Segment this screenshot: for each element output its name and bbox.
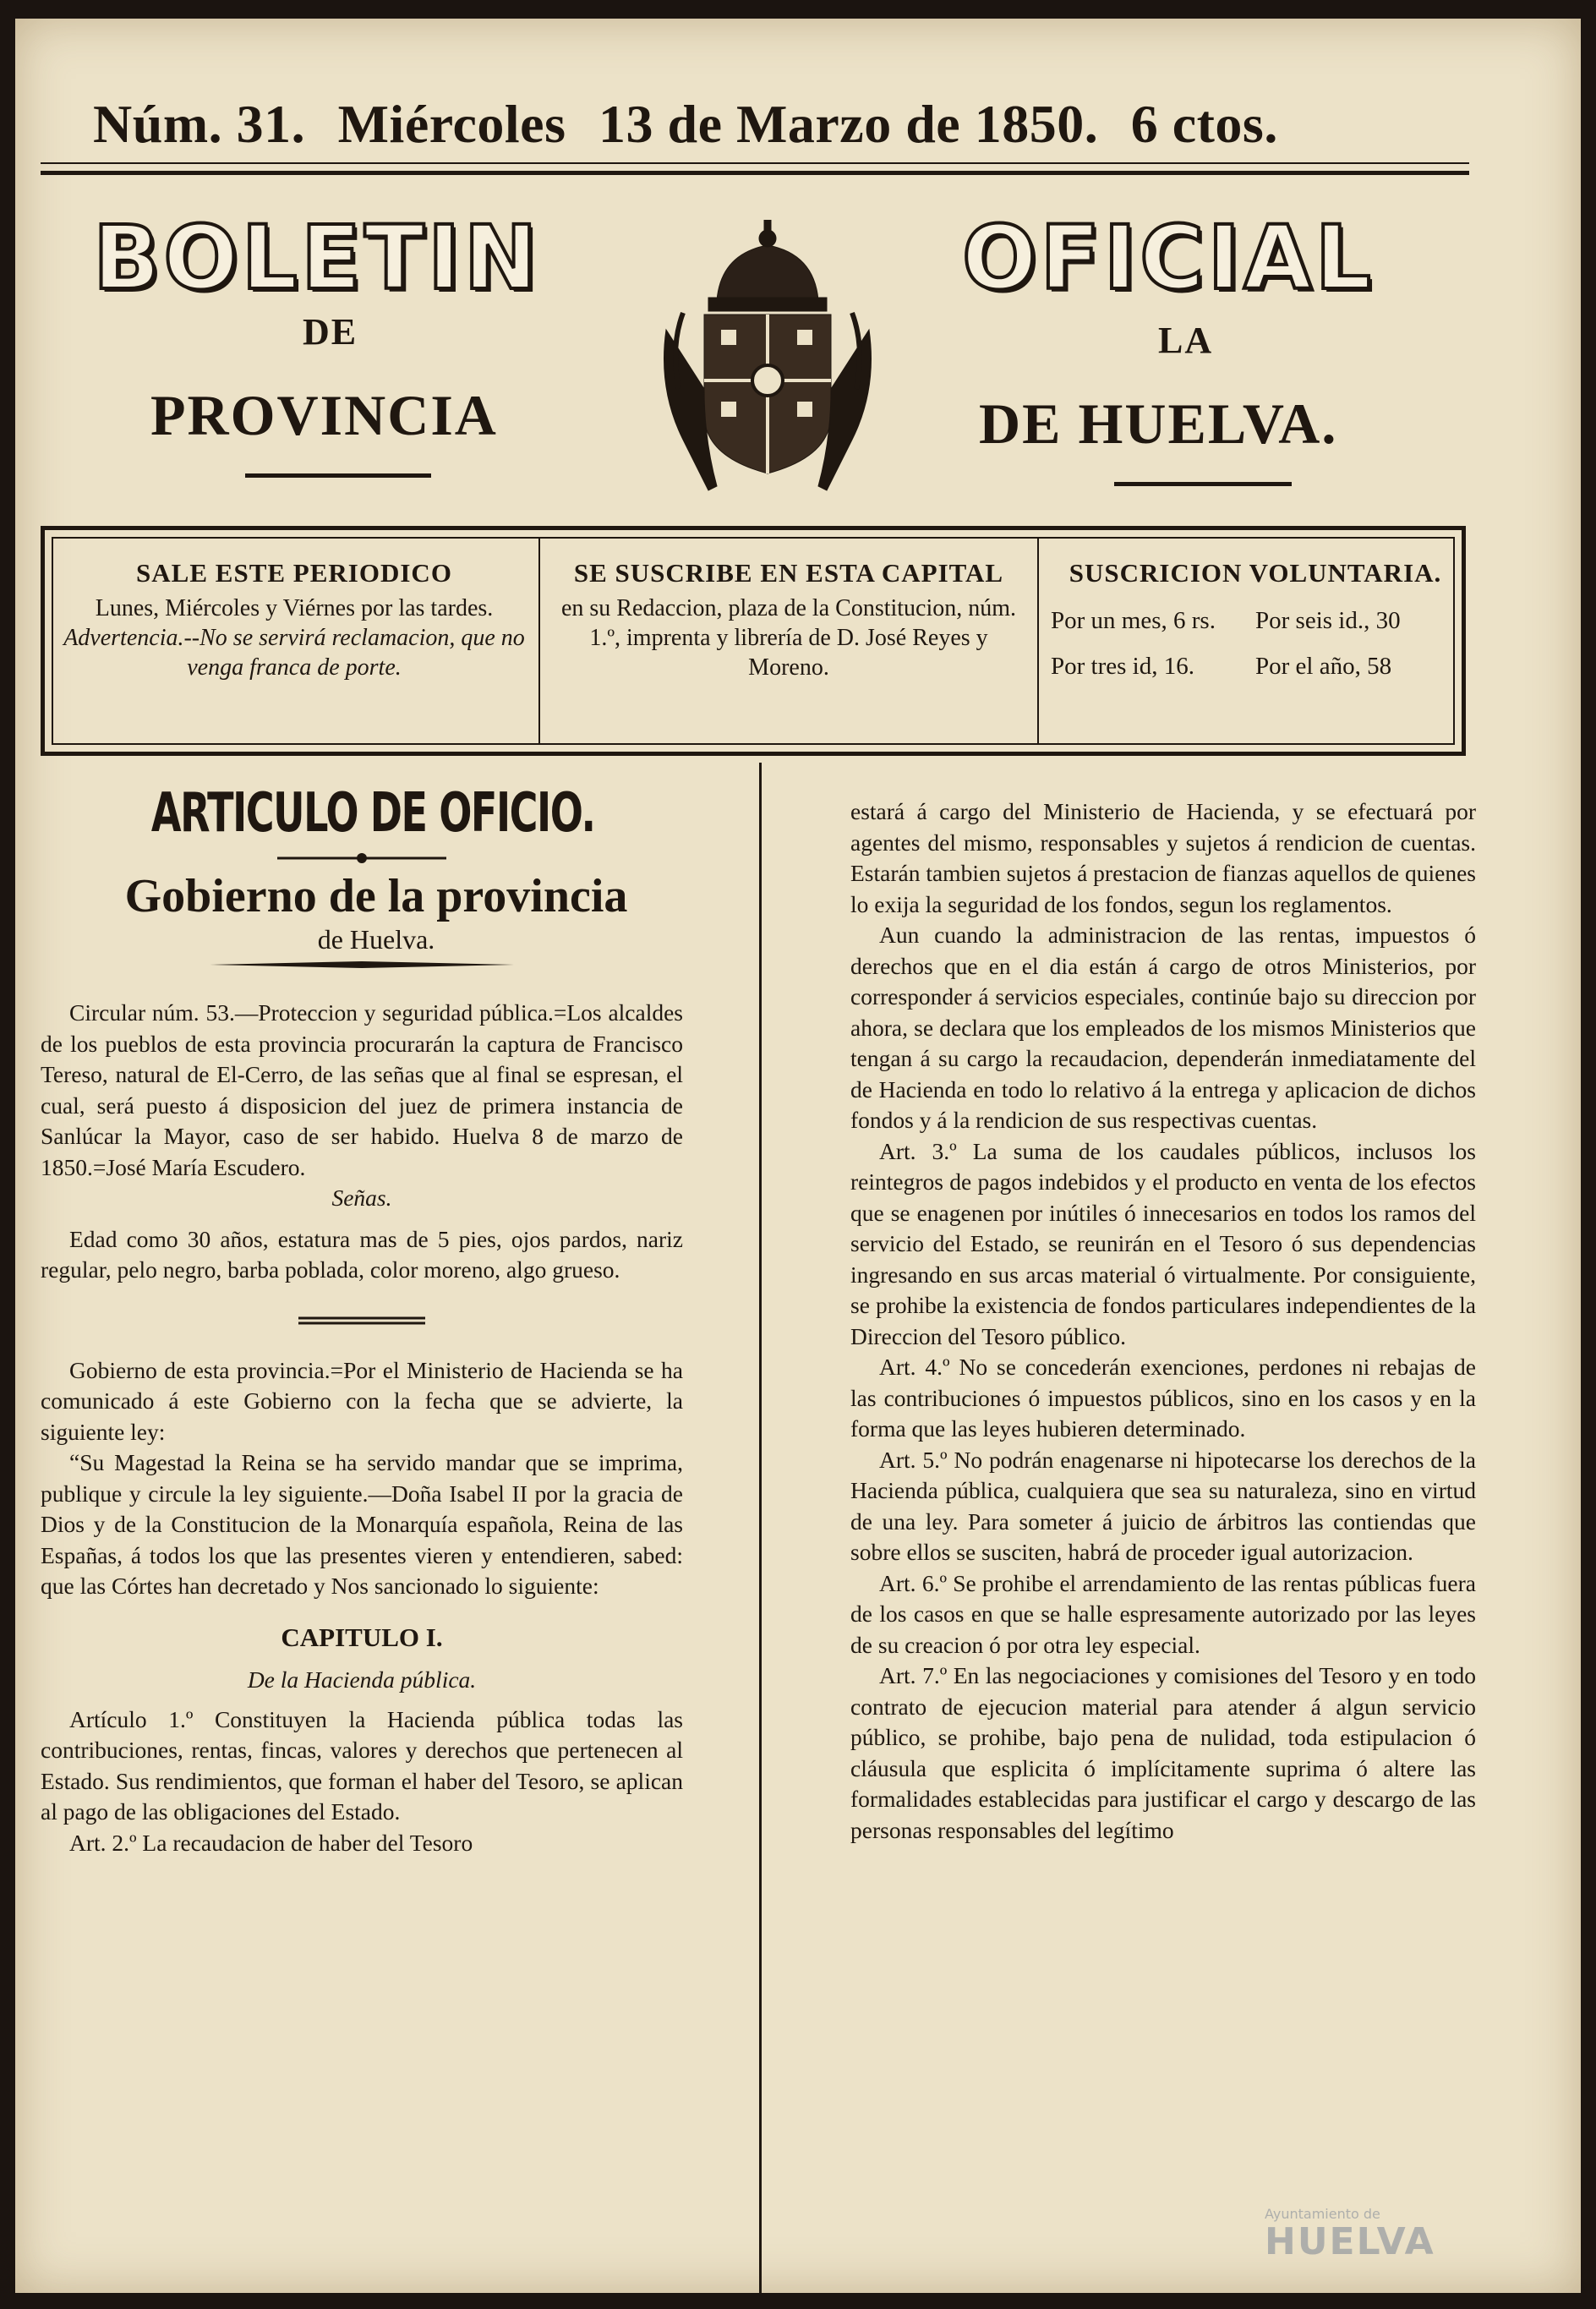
articulo-2-cont-paragraph: estará á cargo del Ministerio de Hacienda, y se efectuará por agentes del mismo, responsables y sujetos á rendicion de cuentas. Estarán tambien sujetos á prestacion de fianzas aquellos de quienes lo exija la seguridad de los fondos, segun los reglamentos. [850, 798, 1476, 917]
masthead-rule-thick [41, 171, 1469, 175]
publication-info [53, 539, 535, 743]
senas-paragraph: Edad como 30 años, estatura mas de 5 pies, ojos pardos, nariz regular, pelo negro, barba poblada, color moreno, algo grueso. [41, 1225, 683, 1283]
title-provincia: PROVINCIA [150, 383, 498, 447]
ornament-icon [277, 852, 446, 864]
articulo-5-paragraph: Art. 5.º No podrán enagenarse ni hipotecarse los derechos de la Hacienda pública, cualquiera que sea su naturaleza, sino en virtud de una ley. Para someter á juicio de árbitros las contiendas que sobre ellos se susciten, habrá de proceder igual autorizacion. [850, 1446, 1476, 1565]
administracion-paragraph: Aun cuando la administracion de las rentas, impuestos ó derechos que en el dia están á cargo de otros Ministerios, por corresponder á servicios especiales, continúe bajo su direccion por ahora, se declara que los empleados de los mismos Ministerios que tengan á su cargo la recaudacion, dependerán inmediatamente del de Hacienda en todo lo relativo á la entrega y aplicacion de dichos fondos y á la rendicion de sus respectivas cuentas. [850, 922, 1476, 1133]
articulo-1-paragraph: Artículo 1.º Constituyen la Hacienda pública todas las contribuciones, rentas, fincas, valores y derechos que pertenecen al Estado. Sus rendimientos, que forman el haber del Tesoro, se aplican al pago de las obligaciones del Estado. [41, 1705, 683, 1825]
newspaper-page [15, 19, 1581, 2293]
coat-of-arms-icon [658, 220, 877, 499]
issue-price: 6 ctos. [1130, 94, 1278, 154]
publication-title: SALE ESTE PERIODICO [136, 558, 452, 588]
price-six-months: Por seis id., 30 [1255, 606, 1401, 634]
title-la: LA [1158, 320, 1214, 361]
watermark-big: HUELVA [1265, 2220, 1435, 2263]
title-huelva: DE HUELVA. [979, 391, 1338, 456]
box-divider [1037, 539, 1039, 743]
issue-line [93, 93, 1471, 156]
masthead-rule [41, 162, 1469, 164]
publication-days: Lunes, Miércoles y Viérnes por las tardes. [95, 594, 494, 621]
articulo-4-paragraph: Art. 4.º No se concederán exenciones, perdones ni rebajas de las contribuciones ó impuestos públicos, sino en los casos y en la forma que las leyes hubieren determinado. [850, 1354, 1476, 1442]
watermark-small: Ayuntamiento de [1265, 2206, 1380, 2222]
publication-note: Advertencia.--No se servirá reclamacion, que no venga franca de porte. [63, 624, 525, 681]
title-rule-right [1114, 482, 1292, 486]
price-year: Por el año, 58 [1255, 653, 1392, 680]
articulo-2-paragraph: Art. 2.º La recaudacion de haber del Tesoro [69, 1829, 473, 1856]
subscription-prices [1042, 539, 1468, 743]
separator-icon [298, 1315, 425, 1327]
title-boletin: BOLETIN [93, 206, 541, 309]
section-heading: ARTICULO DE OFICIO. [150, 782, 595, 845]
title-rule-left [245, 473, 431, 478]
ley-paragraph: “Su Magestad la Reina se ha servido mandar que se imprima, publique y circule la ley siguiente.—Doña Isabel II por la gracia de Dios y de la Constitucion de la Monarquía española, Reina de las Españas, á todos los que las presentes vieren y entendieren, sabed: que las Córtes han decretado y Nos sancionado lo siguiente: [41, 1449, 683, 1599]
prices-title: SUSCRICION VOLUNTARIA. [1069, 558, 1442, 588]
issue-number: Núm. 31. [93, 94, 306, 154]
ornament-rule-icon [210, 960, 514, 969]
title-oficial: OFICIAL [962, 206, 1375, 309]
column-divider [759, 763, 762, 2293]
gobierno-subheading: de Huelva. [317, 924, 435, 955]
left-column [41, 780, 683, 1858]
articulo-3-paragraph: Art. 3.º La suma de los caudales públicos, inclusos los reintegros de pagos indebidos y el producto en venta de los efectos que se enagenen por inútiles ó innecesarios en todos los ramos del servicio del Estado, se reunirán en el Tesoro ó sus dependencias ingresando en sus arcas material ó virtualmente. Por consiguiente, se prohibe la existencia de fondos particulares independientes de la Direccion del Tesoro público. [850, 1137, 1476, 1349]
ministerio-paragraph: Gobierno de esta provincia.=Por el Ministerio de Hacienda se ha comunicado á este Gobierno con la fecha que se advierte, la siguiente ley: [41, 1356, 683, 1445]
issue-day: Miércoles [337, 94, 566, 154]
gobierno-heading: Gobierno de la provincia [124, 870, 628, 922]
capitulo-heading: CAPITULO I. [281, 1622, 443, 1652]
title-de: DE [303, 311, 358, 353]
senas-heading: Señas. [331, 1185, 392, 1211]
price-three-months: Por tres id, 16. [1051, 653, 1194, 680]
articulo-6-paragraph: Art. 6.º Se prohibe el arrendamiento de las rentas públicas fuera de los casos en que se halle espresamente autorizado por las leyes de su creacion ó por otra ley especial. [850, 1569, 1476, 1658]
articulo-7-paragraph: Art. 7.º En las negociaciones y comisiones del Tesoro y en todo contrato de ejecucion material para atender á algun servicio público, se prohibe, bajo pena de nulidad, toda estipulacion ó cláusula que esplicita ó implícitamente suprima ó altere las formalidades establecidas para justificar el cargo y descargo de las personas responsables del legítimo [850, 1662, 1476, 1843]
subscription-box [41, 526, 1466, 756]
subscription-title: SE SUSCRIBE EN ESTA CAPITAL [573, 558, 1004, 588]
archive-watermark [1265, 2207, 1435, 2262]
subscription-address: en su Redaccion, plaza de la Constitucion, núm. 1.º, imprenta y librería de D. José Reyes y Moreno. [560, 594, 1017, 681]
right-column [850, 796, 1476, 1846]
subscription-place [544, 539, 1034, 743]
issue-date: 13 de Marzo de 1850. [598, 94, 1099, 154]
hacienda-heading: De la Hacienda pública. [247, 1666, 477, 1693]
price-month: Por un mes, 6 rs. [1051, 606, 1216, 634]
circular-paragraph: Circular núm. 53.—Proteccion y seguridad pública.=Los alcaldes de los pueblos de esta provincia procurarán la captura de Francisco Tereso, natural de El-Cerro, de las señas que al final se espresan, el cual, será puesto á disposicion del juez de primera instancia de Sanlúcar la Mayor, caso de ser habido. Huelva 8 de marzo de 1850.=José María Escudero. [41, 999, 683, 1180]
box-divider [538, 539, 540, 743]
